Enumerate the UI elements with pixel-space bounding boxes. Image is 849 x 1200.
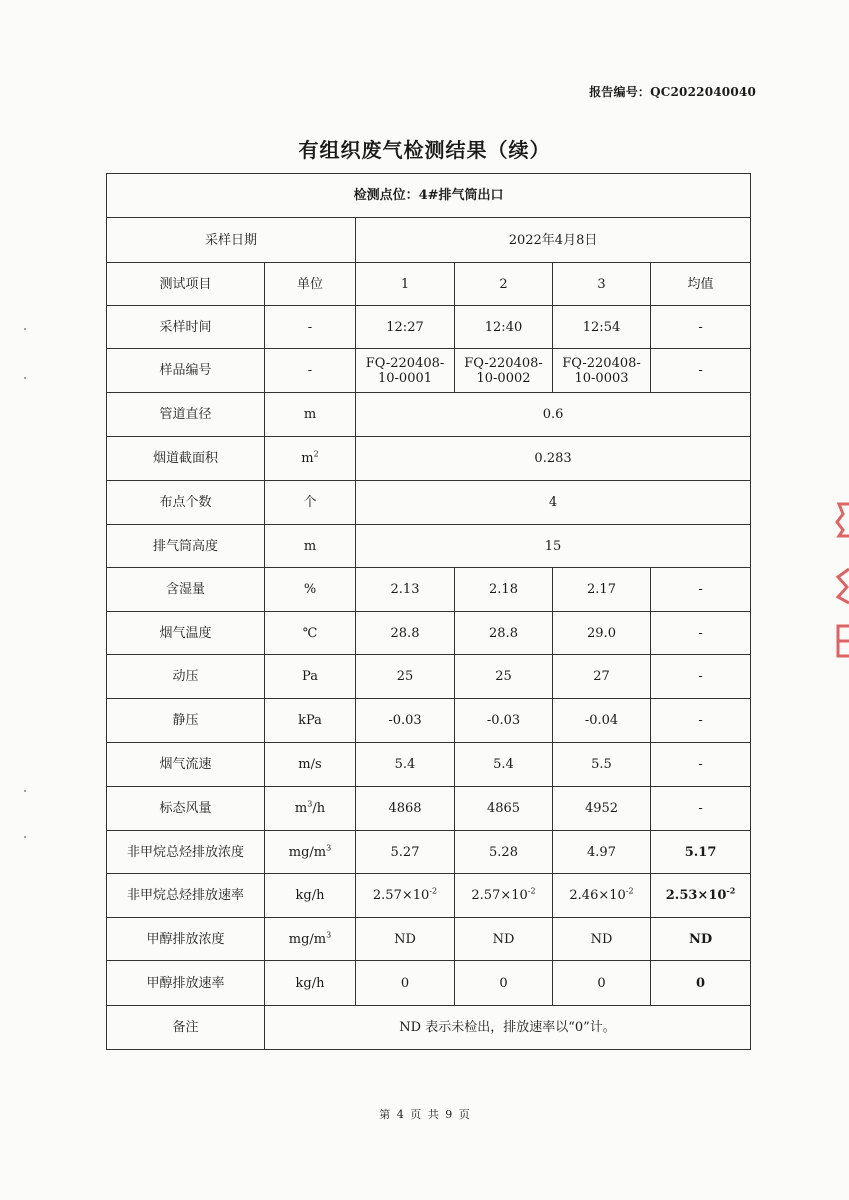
table-row	[107, 831, 751, 874]
unit-sup: 3	[326, 930, 332, 940]
cell-value	[455, 349, 553, 393]
cell-avg: -	[651, 787, 751, 831]
table-row	[107, 568, 751, 612]
sample-id-line1: FQ-220408-	[562, 355, 641, 371]
row-label: 烟道截面积	[107, 437, 265, 481]
cell-value	[455, 874, 553, 918]
page-footer: 第 4 页 共 9 页	[379, 1108, 470, 1121]
value-exponent: -2	[625, 886, 634, 896]
value-exponent: -2	[429, 886, 438, 896]
seal-fragment-icon	[835, 500, 849, 540]
value-mantissa: 2.46×10	[569, 888, 626, 903]
col-header-unit: 单位	[265, 263, 356, 306]
cell-merged-value: 0.283	[356, 437, 751, 481]
cell-value: 28.8	[455, 612, 553, 655]
cell-value: ND	[455, 918, 553, 961]
table-row	[107, 349, 751, 393]
cell-value	[356, 874, 455, 918]
cell-value	[356, 349, 455, 393]
cell-value: 2.18	[455, 568, 553, 612]
table-row	[107, 393, 751, 437]
row-label: 非甲烷总烃排放浓度	[107, 831, 265, 874]
col-header-avg: 均值	[651, 263, 751, 306]
row-unit: kPa	[265, 699, 356, 743]
row-unit: m/s	[265, 743, 356, 787]
row-label: 样品编号	[107, 349, 265, 393]
row-label: 布点个数	[107, 481, 265, 525]
table-row	[107, 787, 751, 831]
unit-base: mg/m	[288, 844, 327, 860]
table-row	[107, 525, 751, 568]
cell-avg: -	[651, 699, 751, 743]
cell-avg: ND	[651, 918, 751, 961]
row-unit	[265, 831, 356, 874]
row-unit: kg/h	[265, 961, 356, 1006]
col-header-item: 测试项目	[107, 263, 265, 306]
cell-merged-value: 4	[356, 481, 751, 525]
remark-row	[107, 1006, 751, 1050]
cell-value: 28.8	[356, 612, 455, 655]
cell-value: 4952	[553, 787, 651, 831]
unit-sup: 3	[326, 843, 332, 853]
sample-id-line2: 10-0001	[377, 370, 433, 386]
cell-value	[553, 874, 651, 918]
scan-dot	[24, 836, 26, 838]
cell-value: 5.27	[356, 831, 455, 874]
remark-text: ND 表示未检出，排放速率以“0”计。	[265, 1006, 751, 1050]
table-row	[107, 743, 751, 787]
table-row	[107, 481, 751, 525]
row-unit	[265, 918, 356, 961]
sampling-date-row	[107, 218, 751, 263]
results-table	[106, 173, 751, 1050]
row-label: 烟气流速	[107, 743, 265, 787]
row-unit: -	[265, 306, 356, 349]
col-header-3: 3	[553, 263, 651, 306]
cell-value: 2.17	[553, 568, 651, 612]
row-unit: 个	[265, 481, 356, 525]
row-label: 甲醇排放速率	[107, 961, 265, 1006]
row-unit	[265, 437, 356, 481]
row-unit: m	[265, 393, 356, 437]
row-unit: ℃	[265, 612, 356, 655]
unit-base: m	[294, 801, 308, 816]
page-title: 有组织废气检测结果（续）	[298, 138, 551, 162]
cell-avg: -	[651, 743, 751, 787]
row-unit: -	[265, 349, 356, 393]
unit-tail: /h	[312, 801, 326, 816]
cell-value: 4.97	[553, 831, 651, 874]
row-label: 管道直径	[107, 393, 265, 437]
cell-value: 5.4	[455, 743, 553, 787]
value-mantissa: 2.53×10	[665, 888, 727, 903]
sample-id-line1: FQ-220408-	[365, 355, 445, 371]
cell-merged-value: 15	[356, 525, 751, 568]
cell-avg: 0	[651, 961, 751, 1006]
table-row	[107, 437, 751, 481]
cell-avg	[651, 874, 751, 918]
table-row	[107, 655, 751, 699]
cell-merged-value: 0.6	[356, 393, 751, 437]
report-number: 报告编号：QC2022040040	[589, 85, 756, 99]
cell-value: 12:27	[356, 306, 455, 349]
value-mantissa: 2.57×10	[471, 888, 528, 903]
cell-value: 29.0	[553, 612, 651, 655]
cell-value: 4868	[356, 787, 455, 831]
cell-avg: -	[651, 655, 751, 699]
sampling-date-label: 采样日期	[107, 218, 356, 263]
location-label: 检测点位：4#排气筒出口	[107, 174, 751, 218]
table-row	[107, 874, 751, 918]
cell-value: 25	[356, 655, 455, 699]
cell-value: 0	[356, 961, 455, 1006]
scan-dot	[24, 377, 26, 379]
cell-value: 5.4	[356, 743, 455, 787]
row-label: 甲醇排放浓度	[107, 918, 265, 961]
table-row	[107, 918, 751, 961]
row-label: 烟气温度	[107, 612, 265, 655]
row-label: 标态风量	[107, 787, 265, 831]
header-row	[107, 263, 751, 306]
seal-fragment-icon	[835, 622, 849, 662]
row-unit: m	[265, 525, 356, 568]
row-label: 排气筒高度	[107, 525, 265, 568]
cell-value: 0	[553, 961, 651, 1006]
cell-avg: 5.17	[651, 831, 751, 874]
unit-sup: 3	[307, 799, 313, 809]
unit-sup: 2	[313, 449, 319, 459]
cell-value: 12:40	[455, 306, 553, 349]
sample-id-line2: 10-0003	[574, 370, 629, 386]
cell-value: ND	[553, 918, 651, 961]
sample-id-line1: FQ-220408-	[464, 355, 543, 371]
remark-label: 备注	[107, 1006, 265, 1050]
cell-value: 27	[553, 655, 651, 699]
seal-fragment-icon	[835, 565, 849, 605]
cell-avg: -	[651, 349, 751, 393]
cell-value: ND	[356, 918, 455, 961]
row-unit	[265, 787, 356, 831]
row-unit: %	[265, 568, 356, 612]
cell-avg: -	[651, 612, 751, 655]
value-exponent: -2	[527, 886, 536, 896]
table-row	[107, 612, 751, 655]
row-unit: kg/h	[265, 874, 356, 918]
row-label: 非甲烷总烃排放速率	[107, 874, 265, 918]
table-row	[107, 961, 751, 1006]
row-unit: Pa	[265, 655, 356, 699]
table-row	[107, 699, 751, 743]
value-exponent: -2	[726, 885, 736, 896]
cell-value: 0	[455, 961, 553, 1006]
location-row	[107, 174, 751, 218]
cell-value: 25	[455, 655, 553, 699]
table-row	[107, 306, 751, 349]
cell-value: -0.03	[455, 699, 553, 743]
cell-value: 5.5	[553, 743, 651, 787]
row-label: 含湿量	[107, 568, 265, 612]
col-header-1: 1	[356, 263, 455, 306]
scan-dot	[24, 790, 26, 792]
cell-value: 4865	[455, 787, 553, 831]
cell-value: 5.28	[455, 831, 553, 874]
row-label: 采样时间	[107, 306, 265, 349]
sample-id-line2: 10-0002	[476, 370, 531, 386]
cell-avg: -	[651, 306, 751, 349]
cell-value: 12:54	[553, 306, 651, 349]
row-label: 静压	[107, 699, 265, 743]
cell-avg: -	[651, 568, 751, 612]
sampling-date-value: 2022年4月8日	[356, 218, 751, 263]
cell-value: -0.04	[553, 699, 651, 743]
col-header-2: 2	[455, 263, 553, 306]
cell-value: 2.13	[356, 568, 455, 612]
value-mantissa: 2.57×10	[372, 888, 430, 903]
cell-value: -0.03	[356, 699, 455, 743]
cell-value	[553, 349, 651, 393]
unit-base: mg/m	[288, 931, 327, 947]
row-label: 动压	[107, 655, 265, 699]
unit-base: m	[301, 451, 314, 466]
scan-dot	[24, 328, 26, 330]
